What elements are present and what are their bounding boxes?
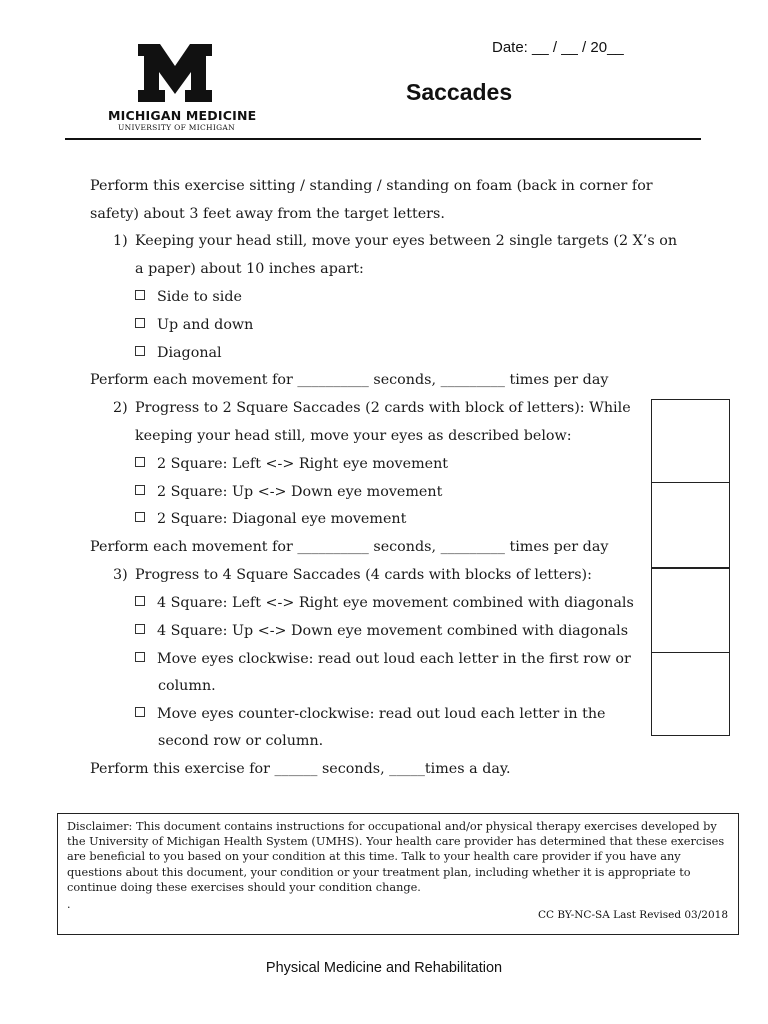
- checklist-item: [135, 505, 406, 533]
- checkbox[interactable]: [135, 652, 145, 662]
- intro-line-1: Perform this exercise sitting / standing / standing on foam (back in corner for: [90, 178, 653, 194]
- michigan-block-m-logo: [138, 44, 212, 102]
- disclaimer-box: [57, 813, 739, 935]
- checkbox[interactable]: [135, 596, 145, 606]
- checklist-item: [135, 339, 222, 367]
- checkbox[interactable]: [135, 318, 145, 328]
- disclaimer-text: Disclaimer: This document contains instructions for occupational and/or physical therapy exercises developed by the University of Michigan Health System (UMHS). Your health care provider has determined that these exercises are beneficial to you based on your condition at this time. Talk to your health care provider if you have any questions about this document, your condition or your treatment plan, including whether it is appropriate to continue doing these exercises should your condition change.: [67, 820, 725, 894]
- repeat-instruction: Perform each movement for __________ seconds, _________ times per day: [90, 539, 609, 555]
- checklist-label: Move eyes clockwise: read out loud each letter in the first row or: [157, 651, 631, 667]
- step-number: 2): [113, 400, 128, 416]
- repeat-instruction: Perform each movement for __________ seconds, _________ times per day: [90, 372, 609, 388]
- date-field: Date: __ / __ / 20__: [492, 39, 624, 56]
- license-revision: CC BY-NC-SA Last Revised 03/2018: [537, 909, 728, 921]
- box-divider: [652, 482, 729, 483]
- step-number: 1): [113, 233, 128, 249]
- step2-line-2: keeping your head still, move your eyes as described below:: [135, 428, 572, 444]
- step-number: 3): [113, 567, 128, 583]
- checklist-item: [135, 450, 448, 478]
- intro-line-2: safety) about 3 feet away from the target letters.: [90, 206, 445, 222]
- header-divider: [65, 138, 701, 140]
- page-title: Saccades: [406, 79, 513, 105]
- checkbox[interactable]: [135, 457, 145, 467]
- checklist-label: Up and down: [157, 317, 254, 333]
- checklist-label: Side to side: [157, 289, 242, 305]
- checklist-label: Diagonal: [157, 345, 222, 361]
- checklist-item: [135, 589, 634, 617]
- checklist-item: [135, 283, 242, 311]
- checklist-item: [135, 478, 442, 506]
- checklist-label: 4 Square: Up <-> Down eye movement combined with diagonals: [157, 623, 629, 639]
- checkbox[interactable]: [135, 707, 145, 717]
- checklist-item: [135, 645, 631, 673]
- checklist-label: 2 Square: Left <-> Right eye movement: [157, 456, 449, 472]
- checklist-item: [135, 700, 606, 728]
- step1-line-1: Keeping your head still, move your eyes between 2 single targets (2 X’s on: [135, 233, 678, 249]
- final-instruction: Perform this exercise for ______ seconds, _____times a day.: [90, 761, 511, 777]
- logo-subtitle: UNIVERSITY OF MICHIGAN: [118, 123, 236, 132]
- checkbox[interactable]: [135, 485, 145, 495]
- step3-line-1: Progress to 4 Square Saccades (4 cards with blocks of letters):: [135, 567, 592, 583]
- checklist-label-continued: second row or column.: [158, 733, 324, 749]
- box-divider: [652, 652, 729, 653]
- checkbox[interactable]: [135, 624, 145, 634]
- checklist-label: 4 Square: Left <-> Right eye movement combined with diagonals: [157, 595, 634, 611]
- card-boxes: [651, 399, 730, 736]
- logo-name: MICHIGAN MEDICINE: [108, 108, 257, 123]
- checklist-label: 2 Square: Diagonal eye movement: [157, 511, 407, 527]
- checklist-item: [135, 311, 253, 339]
- box-divider: [652, 567, 729, 569]
- checkbox[interactable]: [135, 290, 145, 300]
- checklist-label: 2 Square: Up <-> Down eye movement: [157, 484, 443, 500]
- checkbox[interactable]: [135, 512, 145, 522]
- checklist-label-continued: column.: [158, 678, 216, 694]
- step1-line-2: a paper) about 10 inches apart:: [135, 261, 364, 277]
- disclaimer-dot: .: [67, 898, 71, 911]
- step2-line-1: Progress to 2 Square Saccades (2 cards with block of letters): While: [135, 400, 631, 416]
- checkbox[interactable]: [135, 346, 145, 356]
- page-footer: Physical Medicine and Rehabilitation: [265, 960, 503, 976]
- checklist-item: [135, 617, 628, 645]
- checklist-label: Move eyes counter-clockwise: read out loud each letter in the: [157, 706, 606, 722]
